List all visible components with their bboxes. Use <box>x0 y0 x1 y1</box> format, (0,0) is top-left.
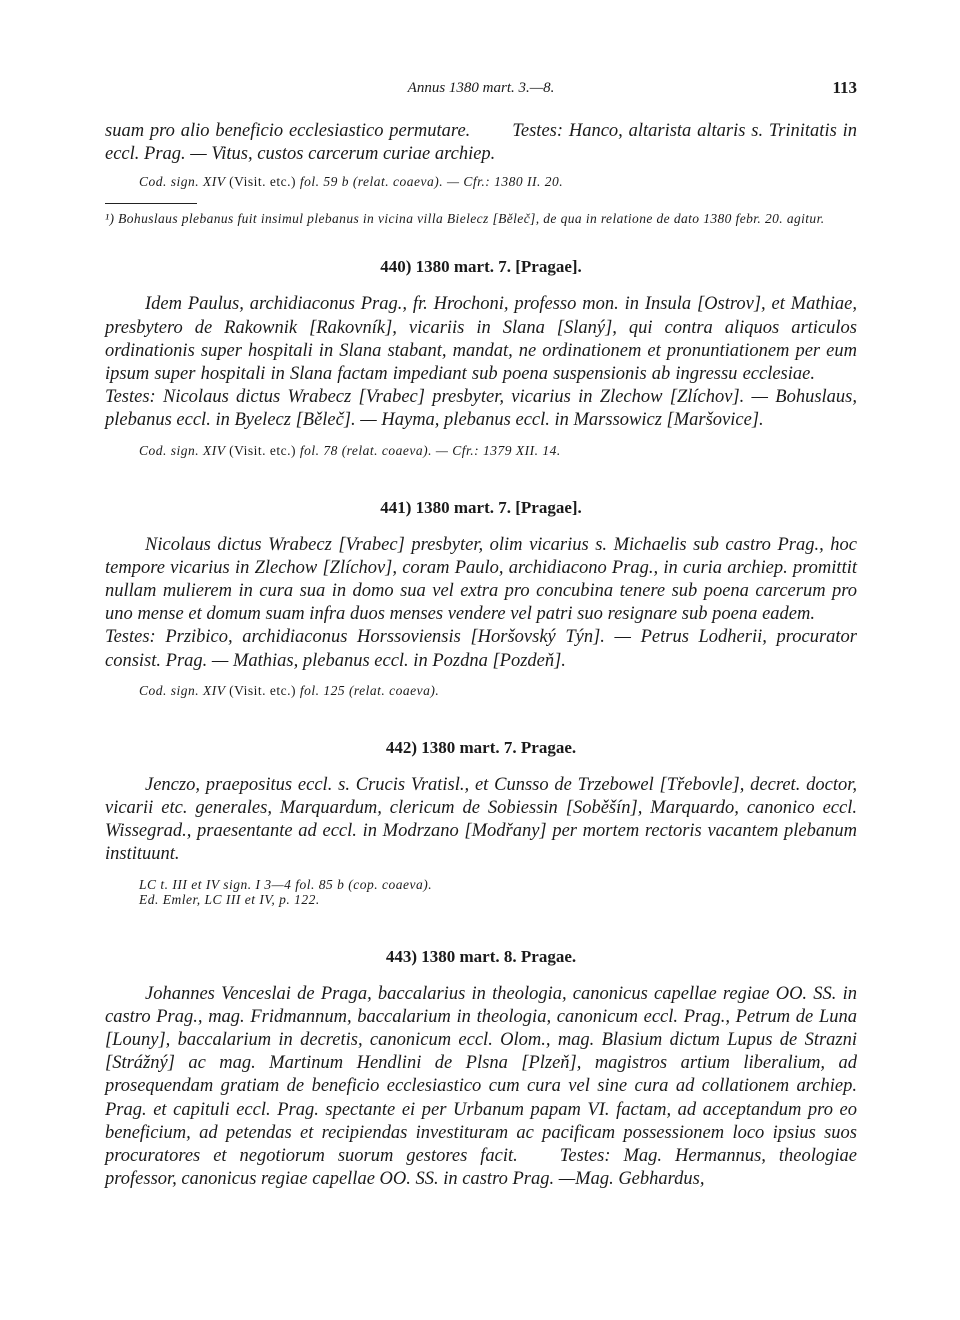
footnote-rule <box>105 203 197 204</box>
intro-source <box>139 174 857 189</box>
source-visit: (Visit. etc.) <box>229 174 296 190</box>
entry-heading: 441) 1380 mart. 7. [Pragae]. <box>380 497 582 517</box>
source-siglum: Cod. sign. XIV <box>139 682 226 698</box>
source-siglum: Cod. sign. XIV <box>139 174 226 190</box>
footnote: ¹) Bohuslaus plebanus fuit insimul plebanus in vicina villa Bielecz [Běleč], de qua in relatione de dato 1380 febr. 20. agitur. <box>105 211 825 227</box>
entry-text-main: Johannes Venceslai de Praga, baccalarius in theologia, canonicus capellae regiae OO. SS. in castro Prag., mag. Fridmannum, baccalarium in theologia, canonicum eccl. Prag., Petrum de Luna [Louny], baccalarium in decretis, canonicum eccl. Olom., mag. Blasium dictum Lupus de Strazni [Strážný] ac mag. Martinum Hendlini de Plsna [Plzeň], magistros artium liberalium, ad prosequendam gratiam de beneficio ecclesiastico cum cura vel sine cura ad collationem archiep. Prag. et capituli eccl. Prag. spectante ei per Urbanum papam VI. factam, ad acceptandum pro eo beneficium, ad petendas et recipiendas investituram ac pacificam possessionem loco ipsius suos procuratores et negotiorum suorum gestores facit. <box>105 983 857 1167</box>
source-folio: fol. 125 (relat. coaeva). <box>299 682 440 698</box>
entry-testes: Testes: Przibico, archidiaconus Horssoviensis [Horšovský Týn]. — Petrus Lodherii, procurator consist. Prag. — Mathias, plebanus eccl. in Pozdna [Pozdeň]. <box>105 627 857 671</box>
intro-paragraph <box>105 120 857 166</box>
entry-text <box>105 983 857 1192</box>
entry-source <box>139 683 857 698</box>
source-visit: (Visit. etc.) <box>229 442 296 458</box>
entry-testes: Testes: Nicolaus dictus Wrabecz [Vrabec] presbyter, vicarius in Zlechow [Zlíchov]. — Bohuslaus, plebanus eccl. in Byelecz [Běleč]. — Hayma, plebanus eccl. in Marssowicz [Maršovice]. <box>105 387 857 431</box>
entry-testes: Testes: Mag. Hermannus, theologiae professor, canonicus regiae capellae OO. SS. in castro Prag. —Mag. Gebhardus, <box>105 1146 857 1190</box>
source-folio: fol. 59 b (relat. coaeva). — Cfr.: 1380 II. 20. <box>299 174 564 190</box>
intro-testes: Testes: Hanco, altarista altaris s. Trinitatis in eccl. Prag. — Vitus, custos carcerum curiae archiep. <box>105 121 857 165</box>
running-head-title: Annus 1380 mart. 3.—8. <box>407 80 555 96</box>
entry-text <box>105 534 857 673</box>
entry-text <box>105 293 857 432</box>
page-number: 113 <box>832 78 857 97</box>
entry-source-line: LC t. III et IV sign. I 3—4 fol. 85 b (cop. coaeva). <box>139 876 433 892</box>
entry-heading: 440) 1380 mart. 7. [Pragae]. <box>380 257 582 277</box>
entry-heading: 442) 1380 mart. 7. Pragae. <box>385 737 577 757</box>
intro-body-a: suam pro alio beneficio ecclesiastico permutare. <box>105 121 471 141</box>
entry-source <box>139 443 857 458</box>
page-content <box>105 120 857 1191</box>
entry-text-main: Nicolaus dictus Wrabecz [Vrabec] presbyter, olim vicarius s. Michaelis sub castro Prag., hoc tempore vicarius in Zlechow [Zlíchov], coram Paulo, archidiacono Prag., in curia archiep. promittit nullam mulierem in cura sua in domo sua vel extra pro concubina tenere sub poena carcerum pro uno mense et domum suam infra duos menses vendere vel patri suo resignare sub poena eadem. <box>105 534 857 625</box>
source-visit: (Visit. etc.) <box>229 682 296 698</box>
entry-text-main: Idem Paulus, archidiaconus Prag., fr. Hrochoni, professo mon. in Insula [Ostrov], et Mathiae, presbytero de Rakownik [Rakovník], vicariis in Slana [Slaný], qui contra aliquos articulos ordinationis super hospitali in Slana stabant, mandat, ne ordinationem et pronuntiationem per eum ipsum super hospitali in Slana factam impediant sub poena suspensionis ab ingressu ecclesiae. <box>105 294 857 385</box>
running-head <box>105 80 857 104</box>
entry-text: Jenczo, praepositus eccl. s. Crucis Vratisl., et Cunsso de Trzebowel [Třebovle], decret. doctor, vicarii etc. generales, Marquardum, clericum de Sobiessin [Soběšín], Marquardo, canonico eccl. Wissegrad., praesentante ad eccl. in Modrzano [Modřany] per mortem rectoris vacantem plebanum instituunt. <box>105 774 857 865</box>
source-siglum: Cod. sign. XIV <box>139 442 226 458</box>
source-folio: fol. 78 (relat. coaeva). — Cfr.: 1379 XII. 14. <box>299 442 561 458</box>
entry-heading: 443) 1380 mart. 8. Pragae. <box>385 946 577 966</box>
entry-source-line: Ed. Emler, LC III et IV, p. 122. <box>139 891 320 907</box>
